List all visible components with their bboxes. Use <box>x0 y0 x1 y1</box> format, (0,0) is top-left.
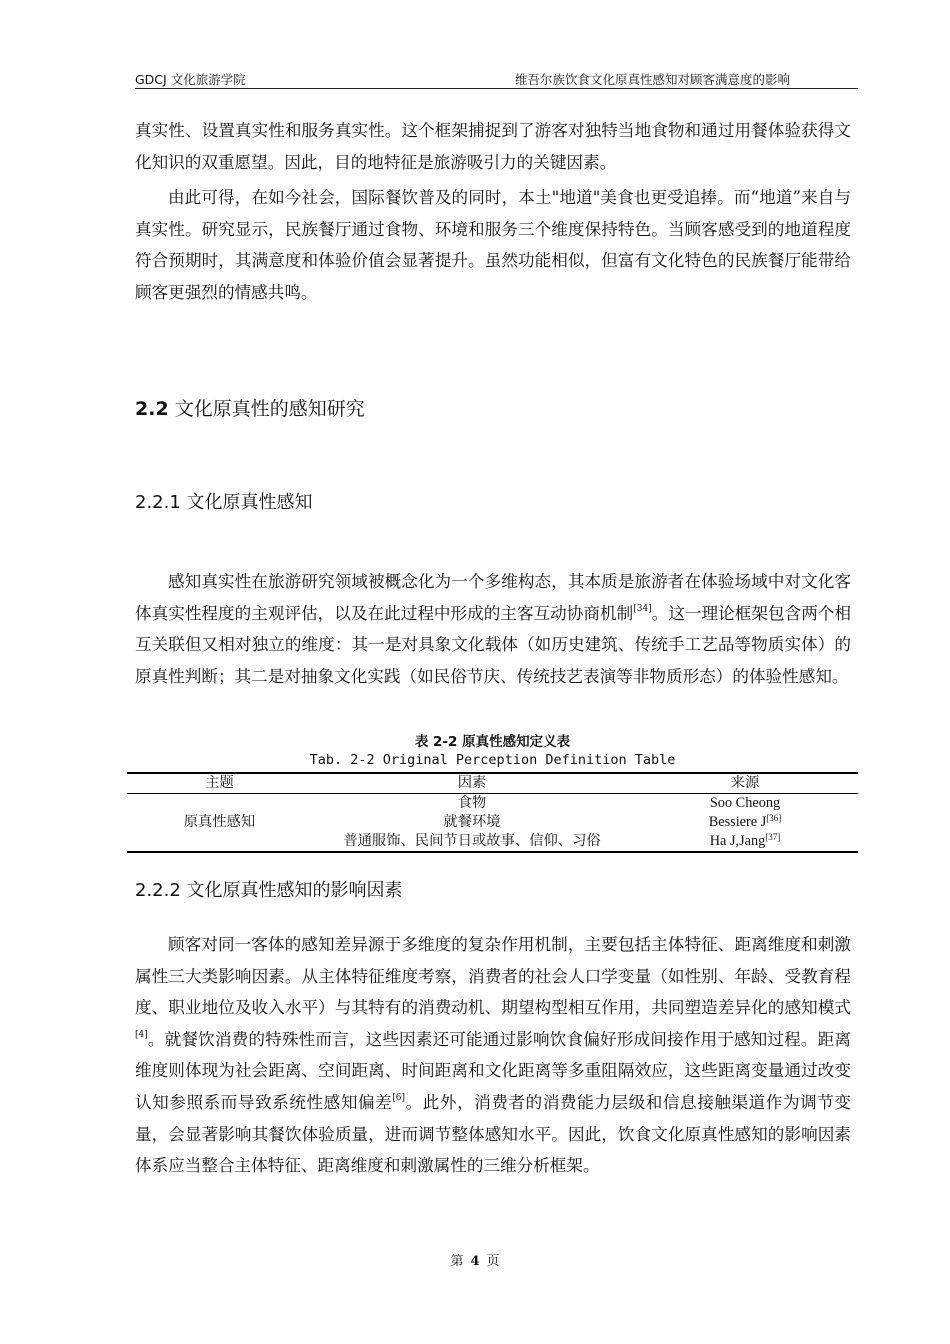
cell-factor: 普通服饰、民间节日或故事、信仰、习俗 <box>343 833 601 849</box>
citation-36: [36] <box>766 813 782 823</box>
header-topic: 主题 <box>205 775 234 791</box>
page-number: 4 <box>470 1254 480 1269</box>
table-row <box>127 794 858 814</box>
citation-6: [6] <box>392 1092 406 1103</box>
cell-factor: 就餐环境 <box>443 814 501 830</box>
paragraph-perceived-authenticity: 感知真实性在旅游研究领域被概念化为一个多维构态，其本质是旅游者在体验场域中对文化客体真实性程度的主观评估，以及在此过程中形成的主客互动协商机制[34]。这一理论框架包含两个相互关联但又相对独立的维度：其一是对具象文化载体（如历史建筑、传统手工艺品等物质实体）的原真性判断；其二是对抽象文化实践（如民俗节庆、传统技艺表演等非物质形态）的体验性感知。 <box>135 572 852 686</box>
subsection-heading-2-2-1: 2.2.1 文化原真性感知 <box>135 492 313 513</box>
section-heading-2-2 <box>135 394 365 421</box>
paragraph-authentic-cuisine: 由此可得，在如今社会，国际餐饮普及的同时，本土"地道"美食也更受追捧。而“地道”来自与真实性。研究显示，民族餐厅通过食物、环境和服务三个维度保持特色。当顾客感受到的地道程度符合预期时，其满意度和体验价值会显著提升。虽然功能相似，但富有文化特色的民族餐厅能带给顾客更强烈的情感共鸣。 <box>135 188 851 302</box>
citation-34: [34] <box>633 603 652 614</box>
subsection-heading-2-2-2: 2.2.2 文化原真性感知的影响因素 <box>135 880 403 901</box>
header-institution: GDCJ 文化旅游学院 <box>135 72 246 87</box>
header-thesis-title: 维吾尔族饮食文化原真性感知对顾客满意度的影响 <box>514 72 790 87</box>
section-number: 2.2 <box>135 398 169 420</box>
paragraph-continued: 真实性、设置真实性和服务真实性。这个框架捕捉到了游客对独特当地食物和通过用餐体验获得文化知识的双重愿望。因此，目的地特征是旅游吸引力的关键因素。 <box>135 121 851 172</box>
cell-source: Bessiere J[36] <box>708 813 782 830</box>
cell-topic: 原真性感知 <box>183 814 256 830</box>
citation-37: [37] <box>765 832 781 842</box>
table-caption-en: Tab. 2-2 Original Perception Definition Table <box>309 752 676 768</box>
running-header <box>135 70 858 89</box>
header-source: 来源 <box>730 775 760 791</box>
table-caption-cn: 表 2-2 原真性感知定义表 <box>414 734 571 750</box>
cell-factor: 食物 <box>457 795 487 811</box>
cell-source: Ha J,Jang[37] <box>709 832 781 849</box>
header-factor: 因素 <box>457 775 487 791</box>
paragraph-influencing-factors: 顾客对同一客体的感知差异源于多维度的复杂作用机制，主要包括主体特征、距离维度和刺激属性三大类影响因素。从主体特征维度考察，消费者的社会人口学变量（如性别、年龄、受教育程度、职业地位及收入水平）与其特有的消费动机、期望构型相互作用，共同塑造差异化的感知模式[4]。就餐饮消费的特殊性而言，这些因素还可能通过影响饮食偏好形成间接作用于感知过程。距离维度则体现为社会距离、空间距离、时间距离和文化距离等多重阻隔效应，这些距离变量通过改变认知参照系而导致系统性感知偏差[6]。此外，消费者的消费能力层级和信息接触渠道作为调节变量，会显著影响其餐饮体验质量，进而调节整体感知水平。因此，饮食文化原真性感知的影响因素体系应当整合主体特征、距离维度和刺激属性的三维分析框架。 <box>135 935 852 1176</box>
cell-source: Soo Cheong <box>709 795 781 811</box>
page-footer: 第 4 页 <box>450 1254 500 1269</box>
table-header-row <box>127 773 858 794</box>
section-title: 文化原真性的感知研究 <box>174 398 365 420</box>
citation-4: [4] <box>135 1029 148 1040</box>
definition-table <box>127 772 858 853</box>
